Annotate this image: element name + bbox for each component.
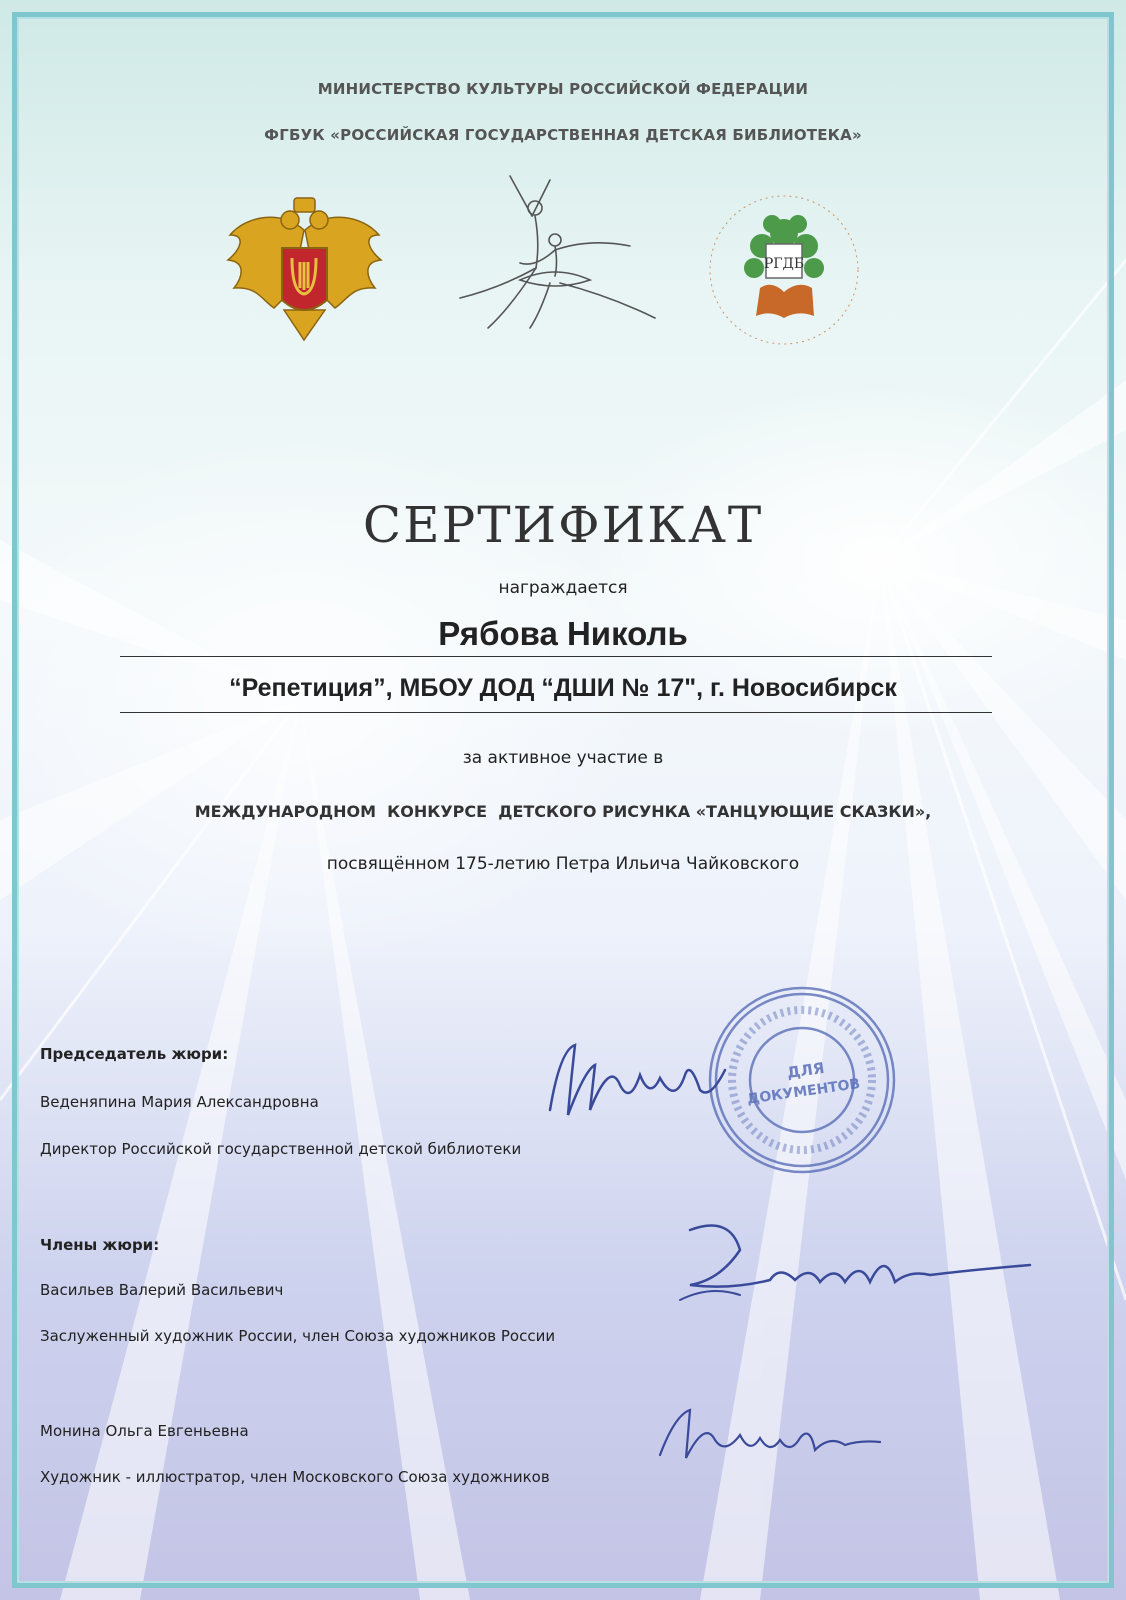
member2-signature (650, 1400, 890, 1470)
dedication-text: посвящённом 175-летию Петра Ильича Чайковского (326, 854, 800, 874)
coat-of-arms-icon (222, 190, 387, 350)
jury-member2-name: Монина Ольга Евгеньевна (40, 1422, 249, 1440)
ministry-heading: МИНИСТЕРСТВО КУЛЬТУРЫ РОССИЙСКОЙ ФЕДЕРАЦИИ (317, 80, 809, 98)
stamp-text-2: ДОКУМЕНТОВ (746, 1076, 862, 1108)
stamp-text-1: ДЛЯ (785, 1058, 826, 1082)
work-underline (120, 712, 992, 713)
awarded-label: награждается (498, 578, 628, 598)
jury-member1-name: Васильев Валерий Васильевич (40, 1281, 284, 1299)
reason-text: за активное участие в (462, 748, 664, 768)
jury-chair-name: Веденяпина Мария Александровна (40, 1093, 319, 1111)
logo-monogram: РГДБ (763, 256, 805, 272)
certificate-title: СЕРТИФИКАТ (362, 496, 764, 554)
jury-members-heading: Члены жюри: (40, 1236, 160, 1254)
jury-member1-role: Заслуженный художник России, член Союза художников России (40, 1327, 556, 1345)
jury-member2-role: Художник - иллюстратор, член Московского Союза художников (40, 1468, 550, 1486)
chair-signature (540, 1030, 740, 1130)
recipient-underline (120, 656, 992, 657)
jury-chair-heading: Председатель жюри: (40, 1045, 229, 1063)
recipient-name: Рябова Николь (438, 615, 688, 652)
jury-chair-role: Директор Российской государственной детской библиотеки (40, 1140, 522, 1158)
ballet-dancers-icon (440, 168, 670, 343)
work-details: “Репетиция”, МБОУ ДОД “ДШИ № 17", г. Новосибирск (229, 674, 897, 702)
library-logo-icon (702, 188, 867, 353)
contest-name: МЕЖДУНАРОДНОМ КОНКУРСЕ ДЕТСКОГО РИСУНКА «ТАНЦУЮЩИЕ СКАЗКИ», (194, 802, 932, 821)
member1-signature (670, 1210, 1050, 1310)
institution-heading: ФГБУК «РОССИЙСКАЯ ГОСУДАРСТВЕННАЯ ДЕТСКАЯ БИБЛИОТЕКА» (264, 126, 862, 144)
